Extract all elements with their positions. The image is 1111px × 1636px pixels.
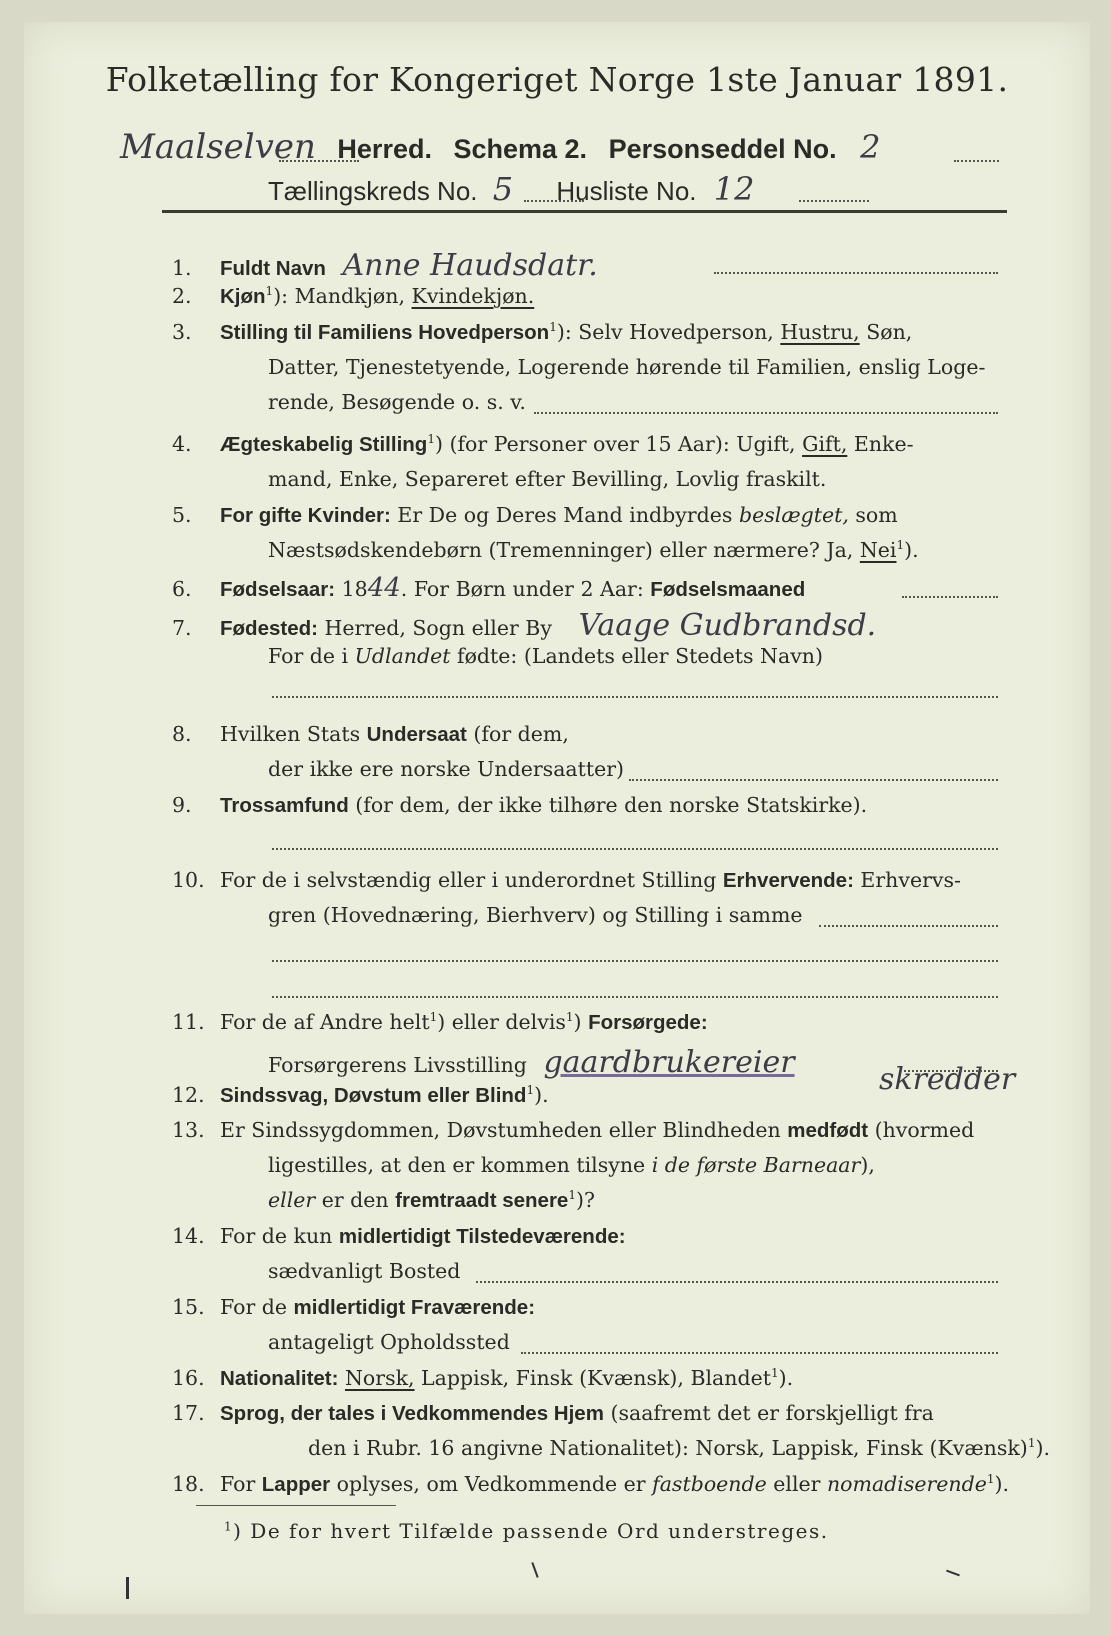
row-15-line-2: antageligt Opholdssted [268, 1330, 510, 1354]
birth-year-prefix: 18 [335, 577, 368, 601]
row-13-text: Er Sindssygdommen, Døvstumheden eller Blindheden [220, 1118, 788, 1142]
row-14-line-2: sædvanligt Bosted [268, 1259, 461, 1283]
row-4 [172, 432, 914, 457]
row-14-number: 14. [172, 1224, 205, 1248]
row-15-text: For de [220, 1295, 294, 1319]
row-10-line-2: gren (Hovednæring, Bierhverv) og Stilling i samme [268, 903, 803, 927]
row-7-italic: Udlandet [354, 644, 451, 668]
row-16-label: Nationalitet: [220, 1367, 339, 1390]
row-1-number: 1. [172, 256, 192, 280]
herred-label: Herred. [337, 134, 432, 164]
row-13-line-3-end: )? [575, 1188, 595, 1212]
row-8-label: Undersaat [366, 723, 467, 746]
row-12-sup: 1 [526, 1083, 535, 1098]
footnote [224, 1519, 829, 1543]
row-18 [172, 1472, 1009, 1497]
row-4-text-end: Enke- [847, 432, 914, 456]
row-17-label: Sprog, der tales i Vedkommendes Hjem [220, 1402, 604, 1425]
row-16-text: Lappisk, Finsk (Kvænsk), Blandet [414, 1366, 771, 1390]
row-6-label-2: Fødselsmaaned [650, 578, 806, 601]
row-13-line-2-end: ), [860, 1153, 875, 1177]
row-14 [172, 1224, 626, 1249]
row-18-italic-1: fastboende [652, 1472, 767, 1496]
row-14-dotted-line [476, 1281, 998, 1283]
row-4-label: Ægteskabelig Stilling [220, 433, 428, 456]
row-10-dotted-line-2 [272, 960, 998, 962]
row-3 [172, 320, 912, 345]
row-15-label: midlertidigt Fraværende: [293, 1296, 536, 1319]
row-17 [172, 1401, 934, 1426]
row-8 [172, 722, 569, 747]
row-13-line-2-text: ligestilles, at den er kommen tilsyne [268, 1153, 652, 1177]
footnote-rule [196, 1505, 396, 1506]
birth-year-value: 44 [367, 573, 401, 603]
row-14-text: For de kun [220, 1224, 339, 1248]
row-2-number: 2. [172, 284, 192, 308]
row-10-text: For de i selvstændig eller i underordnet Stilling [220, 868, 723, 892]
row-3-text: ): Selv Hovedperson, [556, 320, 781, 344]
row-8-number: 8. [172, 722, 192, 746]
row-7-line-2-end: fødte: (Landets eller Stedets Navn) [450, 644, 823, 668]
row-16-text-end: ). [778, 1366, 794, 1390]
row-8-dotted-line [629, 779, 998, 781]
row-5-sup: 1 [896, 538, 905, 553]
row-8-line-2: der ikke ere norske Undersaatter) [268, 757, 625, 781]
herred-dotted-line [279, 160, 359, 162]
row-13-label: medfødt [787, 1119, 869, 1142]
row-2-sup: 1 [265, 284, 274, 299]
row-7-label: Fødested: [220, 617, 318, 640]
ink-mark-center [531, 1562, 538, 1578]
row-12 [172, 1083, 549, 1108]
row-16-number: 16. [172, 1366, 205, 1390]
row-5-underlined-option: Nei [859, 538, 897, 562]
row-2-label: Kjøn [220, 285, 266, 308]
row-1 [172, 248, 598, 283]
row-13-italic: i de første Barneaar [651, 1153, 861, 1177]
footnote-sup: 1 [224, 1519, 234, 1534]
row-5-label: For gifte Kvinder: [220, 504, 391, 527]
row-5-text: Er De og Deres Mand indbyrdes [390, 503, 739, 527]
row-18-text-end: ). [994, 1472, 1010, 1496]
row-6-label: Fødselsaar: [220, 578, 336, 601]
row-7-text: Herred, Sogn eller By [317, 616, 559, 640]
row-13-line-3 [268, 1188, 595, 1213]
row-3-dotted-line [534, 412, 998, 414]
row-3-sup: 1 [549, 320, 557, 335]
row-6 [172, 573, 805, 603]
row-11 [172, 1010, 708, 1035]
row-4-number: 4. [172, 432, 192, 456]
schema-label: Schema 2. [453, 134, 588, 164]
husliste-dotted-line [799, 200, 869, 202]
ink-mark-right [946, 1570, 960, 1577]
row-15-dotted-line [521, 1352, 998, 1354]
row-5-text-end: som [848, 503, 898, 527]
row-10-dotted-line-1 [819, 925, 998, 927]
row-15 [172, 1295, 535, 1320]
row-17-line-2-end: ). [1035, 1436, 1050, 1460]
row-11-number: 11. [172, 1010, 205, 1034]
census-form-sheet [24, 22, 1090, 1614]
row-18-label: Lapper [261, 1473, 331, 1496]
row-17-text: (saafremt det er forskjelligt fra [603, 1401, 934, 1425]
row-8-text: Hvilken Stats [220, 722, 367, 746]
row-17-line-2-text: den i Rubr. 16 angivne Nationalitet): Norsk, Lappisk, Finsk (Kvænsk) [308, 1436, 1028, 1460]
row-7-dotted-line [272, 696, 998, 698]
row-18-text-3: eller [766, 1472, 827, 1496]
row-10-number: 10. [172, 868, 205, 892]
kreds-value: 5 [492, 170, 514, 208]
birthplace-value: Vaage Gudbrandsd. [578, 608, 877, 643]
row-4-text: ) (for Personer over 15 Aar): Ugift, [434, 432, 803, 456]
row-3-line-2: Datter, Tjenestetyende, Logerende hørende til Familien, enslig Loge- [268, 355, 986, 379]
row-12-label: Sindssvag, Døvstum eller Blind [220, 1084, 527, 1107]
row-7-number: 7. [172, 616, 192, 640]
row-13-text-end: (hvormed [868, 1118, 975, 1142]
row-11-text-2: ) eller delvis [437, 1010, 566, 1034]
header-rule [162, 210, 1007, 213]
row-9-text: (for dem, der ikke tilhøre den norske Statskirke). [348, 793, 868, 817]
personseddel-label: Personseddel No. [608, 134, 837, 164]
kreds-label: Tællingskreds No. [268, 176, 478, 206]
row-13-line-3-italic: eller [268, 1188, 316, 1212]
row-3-label: Stilling til Familiens Hovedperson [220, 321, 550, 344]
row-9-number: 9. [172, 793, 192, 817]
row-5-number: 5. [172, 503, 192, 527]
personseddel-dotted-line [954, 160, 999, 162]
form-title: Folketælling for Kongeriget Norge 1ste Januar 1891. [105, 60, 1009, 99]
row-5-line-2 [268, 538, 919, 562]
row-10-label: Erhvervende: [722, 869, 854, 892]
row-13-line-3-text: er den [315, 1188, 396, 1212]
row-16-sup: 1 [770, 1366, 779, 1381]
row-17-number: 17. [172, 1401, 205, 1425]
row-13-line-3-label: fremtraadt senere [395, 1189, 569, 1212]
row-11-label: Forsørgede: [588, 1011, 708, 1034]
row-10 [172, 868, 961, 893]
row-7-line-2 [268, 644, 823, 668]
row-18-number: 18. [172, 1472, 205, 1496]
row-18-italic-2: nomadiserende [826, 1472, 987, 1496]
row-9 [172, 793, 867, 818]
row-6-text: . For Børn under 2 Aar: [400, 577, 651, 601]
row-11-line-2-text: Forsørgerens Livsstilling [268, 1053, 527, 1077]
row-8-text-end: (for dem, [466, 722, 569, 746]
row-18-text: For [220, 1472, 262, 1496]
row-11-sup-2: 1 [565, 1010, 574, 1025]
row-11-line-2 [268, 1045, 795, 1080]
row-10-dotted-line-3 [272, 996, 998, 998]
kreds-line [268, 170, 754, 208]
row-13-sup: 1 [568, 1188, 576, 1203]
row-4-sup: 1 [427, 432, 435, 447]
provider-occupation-value: gaardbrukereier [543, 1045, 795, 1080]
row-5 [172, 503, 898, 528]
row-18-sup: 1 [986, 1472, 995, 1487]
row-13 [172, 1118, 974, 1143]
row-3-text-end: Søn, [859, 320, 913, 344]
row-14-label: midlertidigt Tilstedeværende: [338, 1225, 626, 1248]
row-5-line-2-text: Næstsødskendebørn (Tremenninger) eller nærmere? Ja, [268, 538, 860, 562]
personseddel-value: 2 [860, 128, 881, 166]
herred-value: Maalselven [120, 127, 316, 167]
row-12-number: 12. [172, 1083, 205, 1107]
row-17-line-2 [308, 1436, 1050, 1460]
kreds-dotted-line [524, 200, 584, 202]
row-7 [172, 608, 876, 643]
row-18-text-2: oplyses, om Vedkommende er [330, 1472, 653, 1496]
row-7-line-2-text: For de i [268, 644, 355, 668]
row-15-number: 15. [172, 1295, 205, 1319]
row-11-sup-1: 1 [429, 1010, 438, 1025]
row-9-dotted-line [272, 848, 998, 850]
row-2 [172, 284, 534, 309]
herred-line [120, 127, 881, 167]
row-11-dotted-line [904, 1070, 998, 1072]
row-3-line-3: rende, Besøgende o. s. v. [268, 390, 526, 414]
row-1-label: Fuldt Navn [220, 257, 326, 280]
husliste-label: Husliste No. [556, 176, 697, 206]
row-3-number: 3. [172, 320, 192, 344]
row-16 [172, 1366, 793, 1391]
row-13-number: 13. [172, 1118, 205, 1142]
row-13-line-2 [268, 1153, 875, 1177]
ink-mark-left [126, 1577, 129, 1599]
row-17-sup: 1 [1027, 1436, 1036, 1451]
row-9-label: Trossamfund [220, 794, 349, 817]
row-6-dotted-line [902, 596, 998, 598]
row-11-text-3: ) [573, 1010, 589, 1034]
row-3-underlined-option: Hustru, [780, 320, 860, 344]
row-5-line-2-end: ). [904, 538, 919, 562]
row-12-text: ). [534, 1083, 549, 1107]
row-1-dotted-line [714, 272, 998, 274]
row-2-underlined-option: Kvindekjøn. [411, 284, 535, 308]
full-name-value: Anne Haudsdatr. [342, 248, 598, 283]
row-10-text-end: Erhvervs- [853, 868, 961, 892]
row-4-underlined-option: Gift, [802, 432, 848, 456]
husliste-value: 12 [713, 170, 755, 208]
row-4-line-2: mand, Enke, Separeret efter Bevilling, Lovlig fraskilt. [268, 467, 827, 491]
row-11-text: For de af Andre helt [220, 1010, 430, 1034]
row-2-text: ): Mandkjøn, [273, 284, 412, 308]
provider-occupation-value-2: skredder [879, 1062, 1016, 1097]
row-6-number: 6. [172, 577, 192, 601]
row-16-underlined-option: Norsk, [344, 1366, 415, 1390]
footnote-text: ) De for hvert Tilfælde passende Ord understreges. [233, 1519, 829, 1543]
row-5-italic: beslægtet, [738, 503, 849, 527]
